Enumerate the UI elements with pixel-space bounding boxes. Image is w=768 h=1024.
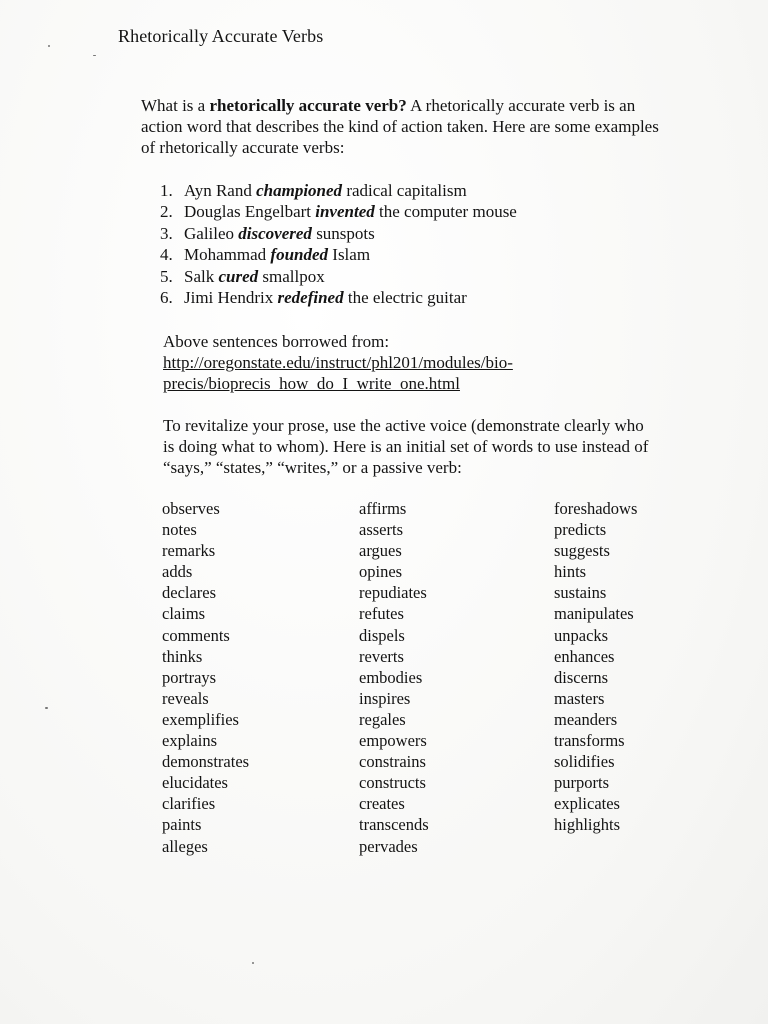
intro-text-after: A rhetorically accurate verb is an action word that describes the kind of action taken. Here are some examples of rhetorically accurate verbs:	[141, 96, 659, 157]
verb-word: creates	[359, 794, 405, 814]
examples-list	[160, 180, 517, 308]
verb-word: opines	[359, 562, 403, 582]
document-title: Rhetorically Accurate Verbs	[118, 26, 324, 46]
verb-word: explains	[162, 731, 217, 751]
example-item: 6. Jimi Hendrix redefined the electric guitar	[160, 288, 467, 308]
verb-word: inspires	[359, 688, 411, 708]
example-verb: discovered	[238, 223, 312, 243]
example-item: 5. Salk cured smallpox	[160, 266, 325, 286]
verb-word: embodies	[359, 667, 423, 687]
example-verb: championed	[256, 181, 343, 200]
verb-word: thinks	[162, 646, 203, 666]
verb-word: manipulates	[554, 604, 634, 624]
verb-word: predicts	[554, 520, 607, 540]
verb-word: unpacks	[554, 625, 609, 645]
verb-word: comments	[162, 625, 230, 645]
intro-paragraph	[141, 95, 671, 158]
scan-speck	[48, 45, 50, 47]
verb-word: portrays	[162, 667, 217, 687]
verb-word: reverts	[359, 646, 404, 666]
verb-word: affirms	[359, 499, 407, 518]
scan-speck	[252, 962, 254, 964]
scan-speck	[45, 707, 48, 709]
verb-word: observes	[162, 499, 220, 518]
verb-word: dispels	[359, 625, 405, 645]
verb-word: transforms	[554, 731, 625, 751]
verb-word: sustains	[554, 583, 607, 603]
source-link-line-2[interactable]: precis/bioprecis_how_do_I_write_one.html	[163, 374, 460, 393]
verb-word: regales	[359, 709, 406, 729]
scan-speck	[93, 55, 96, 56]
verb-word: discerns	[554, 667, 609, 687]
verb-word: meanders	[554, 709, 618, 729]
example-item: 1. Ayn Rand championed radical capitalism	[160, 181, 467, 200]
intro-text-before: What is a	[141, 96, 210, 115]
verb-word: exemplifies	[162, 709, 239, 729]
verb-word: repudiates	[359, 583, 427, 603]
verb-word: reveals	[162, 688, 209, 708]
verb-word: claims	[162, 604, 206, 624]
source-citation	[163, 331, 583, 394]
verb-word: solidifies	[554, 752, 615, 772]
example-verb: cured	[218, 266, 259, 286]
verb-word: pervades	[359, 836, 418, 856]
verb-column-3	[554, 498, 637, 836]
verb-word: adds	[162, 562, 193, 582]
verb-column-2	[359, 498, 429, 857]
verb-word: argues	[359, 541, 402, 561]
verb-word: paints	[162, 815, 202, 835]
source-label: Above sentences borrowed from:	[163, 332, 390, 351]
example-item: 2. Douglas Engelbart invented the computer mouse	[160, 202, 517, 222]
verb-word: explicates	[554, 794, 620, 814]
example-item: 4. Mohammad founded Islam	[160, 245, 371, 265]
verb-word: constructs	[359, 773, 426, 793]
intro-term: rhetorically accurate verb?	[209, 96, 407, 115]
verb-word: enhances	[554, 646, 615, 666]
verb-word: masters	[554, 688, 605, 708]
verb-word: refutes	[359, 604, 404, 624]
example-verb: invented	[315, 202, 375, 222]
verb-word: transcends	[359, 815, 429, 835]
example-verb: founded	[270, 245, 329, 265]
verb-word: hints	[554, 562, 587, 582]
verb-word: remarks	[162, 541, 216, 561]
verb-word: constrains	[359, 752, 426, 772]
verb-word: clarifies	[162, 794, 216, 814]
source-link-line-1[interactable]: http://oregonstate.edu/instruct/phl201/modules/bio-	[163, 353, 513, 372]
verb-word: foreshadows	[554, 499, 638, 518]
verb-word: purports	[554, 773, 609, 793]
verb-word: asserts	[359, 520, 403, 540]
revitalize-paragraph: To revitalize your prose, use the active voice (demonstrate clearly who is doing what to whom). Here is an initial set of words to use instead of “says,” “states,” “writes,” or a passive verb:	[163, 416, 649, 477]
verb-word: suggests	[554, 541, 610, 561]
example-verb: redefined	[277, 288, 344, 308]
verb-word: declares	[162, 583, 217, 603]
verb-word: alleges	[162, 836, 208, 856]
verb-column-1	[162, 498, 249, 857]
verb-word: demonstrates	[162, 752, 250, 772]
verb-word: notes	[162, 520, 197, 540]
verb-word: elucidates	[162, 773, 228, 793]
example-item: 3. Galileo discovered sunspots	[160, 223, 375, 243]
verb-word: empowers	[359, 731, 427, 751]
verb-word: highlights	[554, 815, 621, 835]
